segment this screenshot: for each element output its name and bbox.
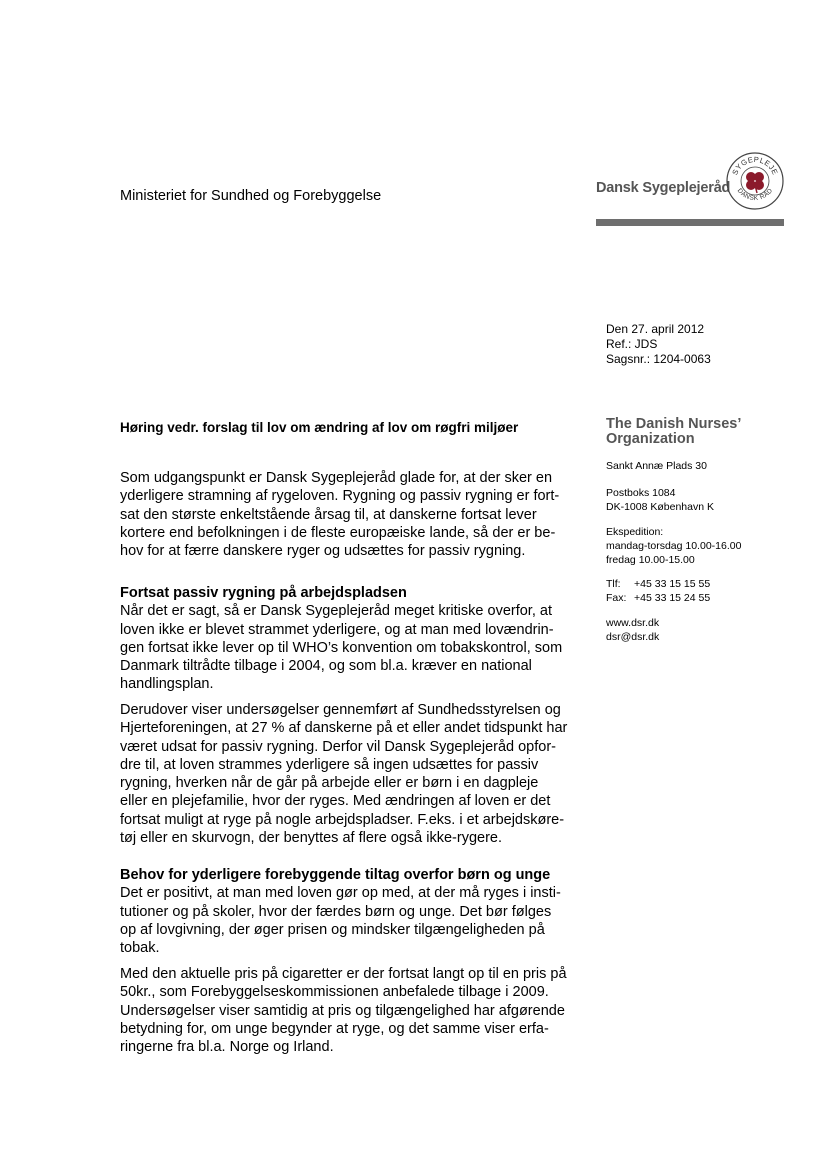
city: DK-1008 København K [606, 501, 714, 513]
text-line: Med den aktuelle pris på cigaretter er der fortsat langt op til en pris på [120, 966, 567, 982]
text-line: eller en plejefamilie, hvor der ryges. Med ændringen af loven er det [120, 793, 551, 810]
sidebar-org-name [606, 417, 741, 447]
hours-friday: fredag 10.00-15.00 [606, 554, 695, 566]
org-name-line2: Organization [606, 431, 695, 447]
date: Den 27. april 2012 [606, 322, 705, 336]
text-line: rygning, hverken når de går på arbejde eller er børn i en dagpleje [120, 775, 539, 792]
section2 [120, 866, 570, 957]
website-link[interactable]: www.dsr.dk [606, 617, 660, 629]
sidebar-web [606, 616, 659, 644]
sidebar-address: Sankt Annæ Plads 30 [606, 460, 707, 472]
email-link[interactable]: dsr@dsr.dk [606, 631, 660, 643]
phone-label: Tlf: [606, 578, 621, 590]
reference: Ref.: JDS [606, 337, 658, 351]
hours-title: Ekspedition: [606, 526, 664, 538]
section2-paragraph2 [120, 965, 570, 1056]
intro-paragraph [120, 469, 570, 560]
text-line: Danmark tiltrådte tilbage i 2004, og som bl.a. kræver en national [120, 658, 532, 675]
case-number: Sagsnr.: 1204-0063 [606, 352, 711, 366]
seal-text-bottom: DANSK RÅD [735, 187, 775, 203]
text-line: tobak. [120, 940, 160, 957]
text-line: tøj eller en skurvogn, der benyttes af flere også ikke-rygere. [120, 830, 503, 847]
phone: +45 33 15 15 55 [634, 578, 711, 590]
svg-text:SYGEPLEJE [730, 155, 779, 176]
text-line: Når det er sagt, så er Dansk Sygeplejeråd meget kritiske overfor, at [120, 603, 552, 620]
text-line: dre til, at loven strammes yderligere så ingen udsættes for passiv [120, 756, 539, 773]
text-line: 50kr., som Forebyggelseskommissionen anbefalede tilbage i 2009. [120, 984, 549, 1001]
section1-heading: Fortsat passiv rygning på arbejdspladsen [120, 585, 407, 601]
date-block [606, 322, 711, 367]
text-line: yderligere stramning af rygeloven. Rygning og passiv rygning er fort- [120, 488, 560, 505]
section1-paragraph2 [120, 701, 570, 847]
text-line: fortsat muligt at ryge på nogle arbejdspladser. F.eks. i et arbejdskøre- [120, 811, 565, 828]
seal-text-top: SYGEPLEJE [730, 154, 780, 177]
sidebar-postbox [606, 486, 714, 514]
sidebar-hours [606, 525, 741, 567]
text-line: handlingsplan. [120, 676, 214, 693]
text-line: op af lovgivning, der øger prisen og mindsker tilgængeligheden på [120, 921, 545, 938]
text-line: loven ikke er blevet strammet yderligere, og at man med lovændrin- [120, 621, 554, 638]
section1 [120, 584, 570, 694]
subject-heading: Høring vedr. forslag til lov om ændring af lov om røgfri miljøer [120, 420, 519, 435]
text-line: Det er positivt, at man med loven gør op med, at der må ryges i insti- [120, 885, 561, 902]
text-line: tutioner og på skoler, hvor der færdes børn og unge. Det bør følges [120, 903, 552, 920]
text-line: været udsat for passiv rygning. Derfor vil Dansk Sygeplejeråd opfor- [120, 738, 556, 755]
text-line: Derudover viser undersøgelser gennemført af Sundhedsstyrelsen og [120, 702, 561, 718]
fax: +45 33 15 24 55 [634, 592, 711, 604]
text-line: sat den største enkeltstående årsag til, at danskerne fortsat lever [120, 506, 537, 523]
hours-weekdays: mandag-torsdag 10.00-16.00 [606, 540, 742, 552]
seal-logo-icon [726, 152, 784, 210]
fax-label: Fax: [606, 592, 627, 604]
org-name-line1: The Danish Nurses’ [606, 416, 742, 432]
text-line: kortere end befolkningen i de fleste europæiske lande, så der er be- [120, 524, 556, 541]
section2-heading: Behov for yderligere forebyggende tiltag overfor børn og unge [120, 867, 551, 883]
logo-text: Dansk Sygeplejeråd [596, 180, 731, 196]
text-line: gen fortsat ikke lever op til WHO’s konvention om tobakskontrol, som [120, 639, 563, 656]
postbox: Postboks 1084 [606, 487, 676, 499]
text-line: hov for at færre danskere ryger og udsættes for passiv rygning. [120, 543, 526, 560]
header-bar [596, 219, 784, 226]
text-line: betydning for, om unge begynder at ryge, og det samme viser erfa- [120, 1020, 549, 1037]
text-line: Undersøgelser viser samtidig at pris og tilgængelighed har afgørende [120, 1002, 565, 1019]
text-line: Hjerteforeningen, at 27 % af danskerne på et eller andet tidspunkt har [120, 720, 568, 737]
recipient: Ministeriet for Sundhed og Forebyggelse [120, 188, 382, 204]
text-line: Som udgangspunkt er Dansk Sygeplejeråd glade for, at der sker en [120, 470, 553, 486]
text-line: ringerne fra bl.a. Norge og Irland. [120, 1039, 334, 1056]
sidebar-phone [606, 577, 710, 605]
